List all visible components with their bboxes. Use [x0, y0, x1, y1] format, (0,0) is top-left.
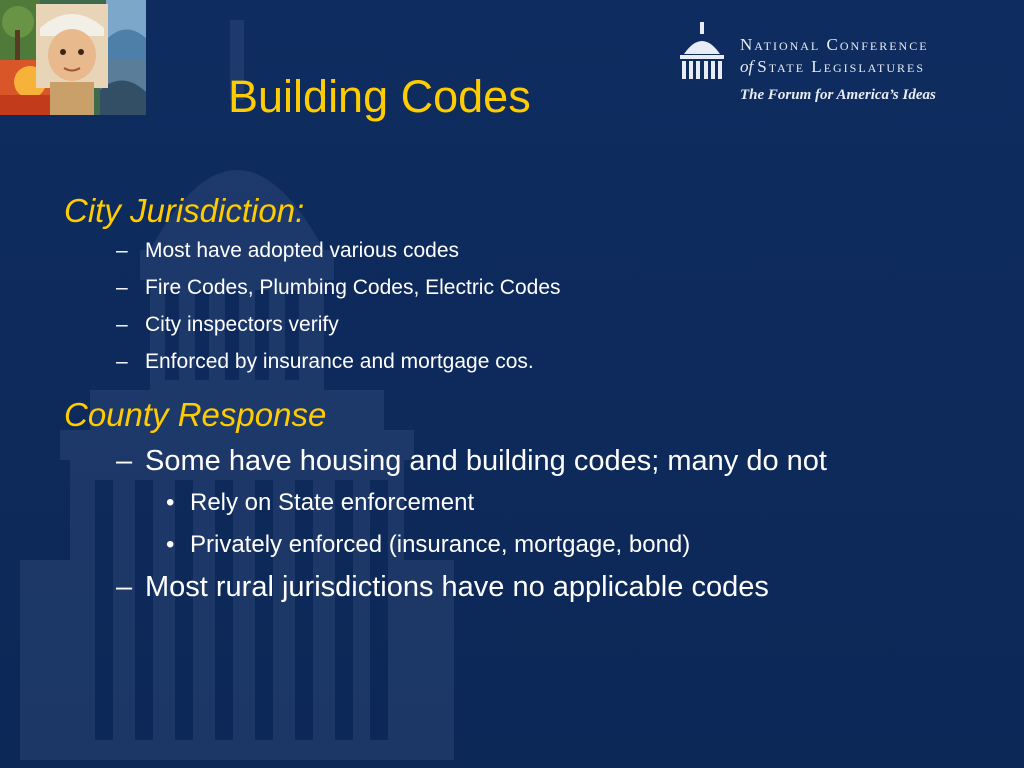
dash-marker: –: [116, 350, 128, 373]
bullet-item: [64, 524, 964, 566]
dash-marker: –: [116, 313, 128, 336]
list-item-text: Most have adopted various codes: [145, 239, 460, 262]
slide-title: Building Codes: [228, 71, 531, 122]
bullet-item: [64, 482, 964, 524]
dash-marker: –: [116, 276, 128, 299]
list-item-text: Fire Codes, Plumbing Codes, Electric Codes: [145, 276, 561, 299]
dash-marker: –: [116, 239, 128, 262]
list-item: [64, 440, 915, 482]
photo-collage: [0, 0, 146, 115]
section-heading-county: County Response: [64, 396, 327, 433]
logo-name-line2: [740, 56, 936, 78]
list-item: [64, 343, 964, 380]
capitol-dome-icon: [676, 22, 728, 82]
list-item-text: Enforced by insurance and mortgage cos.: [145, 350, 534, 373]
dash-marker: –: [116, 571, 133, 603]
bullet-marker: •: [166, 489, 175, 516]
logo-name-line2-text: State Legislatures: [757, 57, 926, 76]
bullet-marker: •: [166, 531, 175, 558]
list-item: [64, 232, 964, 269]
list-item-text: Some have housing and building codes; many do not: [145, 445, 827, 477]
bullet-item-text: Rely on State enforcement: [190, 489, 475, 516]
slide-content: [64, 190, 964, 608]
list-item: [64, 306, 964, 343]
list-item: [64, 269, 964, 306]
ncsl-logo: [676, 22, 1006, 112]
section-heading-city: City Jurisdiction:: [64, 192, 305, 229]
dash-marker: –: [116, 445, 133, 477]
logo-of: of: [740, 57, 754, 76]
list-item-text: Most rural jurisdictions have no applicable codes: [145, 571, 769, 603]
list-item: [64, 566, 915, 608]
list-item-text: City inspectors verify: [145, 313, 339, 336]
logo-name-line1: National Conference: [740, 35, 929, 54]
bullet-item-text: Privately enforced (insurance, mortgage, bond): [190, 531, 691, 558]
logo-tagline: The Forum for America’s Ideas: [740, 87, 936, 103]
